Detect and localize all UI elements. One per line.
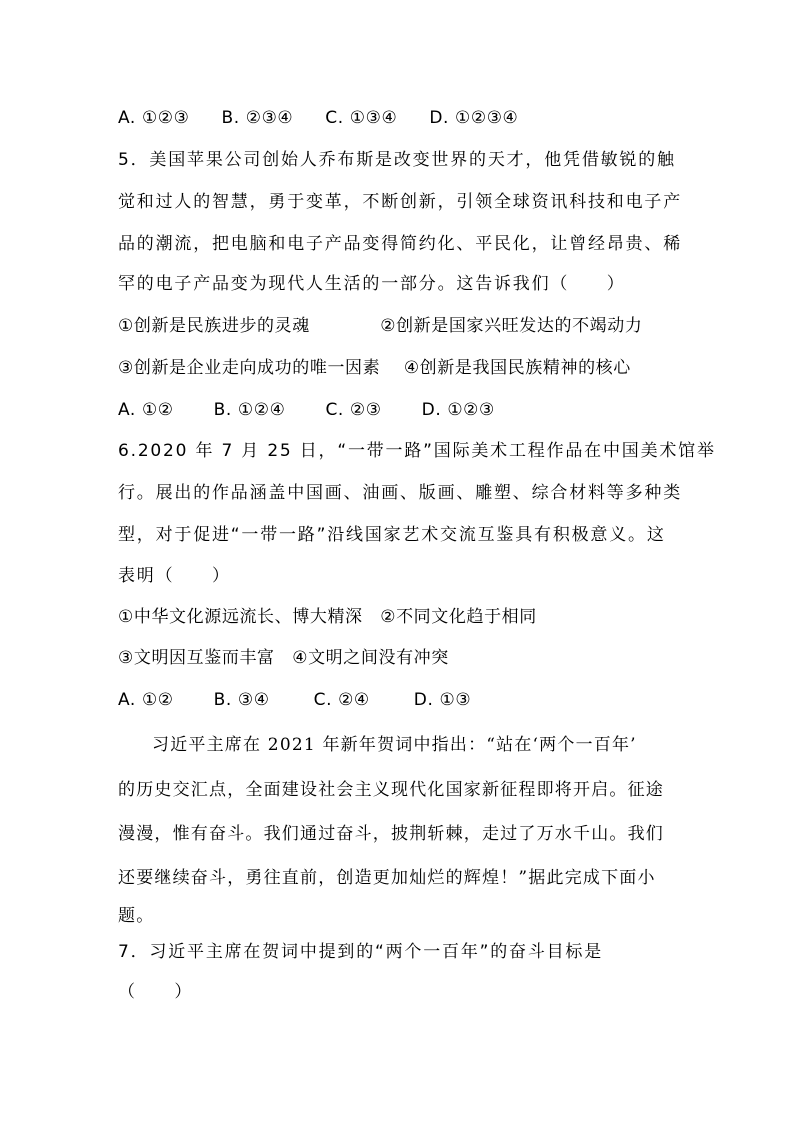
q5-option-c: C. ②③ [325,400,382,420]
passage-line-3: 漫漫，惟有奋斗。我们通过奋斗，披荆斩棘，走过了万水千山。我们 [118,824,664,844]
passage-line-5: 题。 [118,906,155,926]
q5-item-line-2: ③创新是企业走向成功的唯一因素 ④创新是我国民族精神的核心 [118,358,631,378]
q7-stem-line-2: （ ） [118,982,194,1002]
q5-option-b: B. ①②④ [213,400,286,420]
q6-stem-line-1: 6.2020 年 7 月 25 日，“一带一路”国际美术工程作品在中国美术馆举 [118,441,716,461]
q6-item-line-1: ①中华文化源远流长、博大精深 ②不同文化趋于相同 [118,607,537,627]
q4-option-c: C. ①③④ [325,108,398,128]
passage-line-2: 的历史交汇点，全面建设社会主义现代化国家新征程即将开启。征途 [118,780,664,800]
q5-stem-line-4: 罕的电子产品变为现代人生活的一部分。这告诉我们（ ） [118,274,626,294]
q6-option-c: C. ②④ [313,690,370,710]
passage-line-4: 还要继续奋斗，勇往直前，创造更加灿烂的辉煌！”据此完成下面小 [118,868,656,888]
q6-option-d: D. ①③ [413,690,472,710]
q4-option-a: A. ①②③ [118,108,190,128]
q5-stem-line-1: 5．美国苹果公司创始人乔布斯是改变世界的天才，他凭借敏锐的触 [118,150,676,170]
q5-item-line-1: ①创新是民族进步的灵魂 ②创新是国家兴旺发达的不竭动力 [118,316,643,336]
q6-option-a: A. ①② [118,690,174,710]
q5-options [118,398,678,422]
q4-option-b: B. ②③④ [221,108,294,128]
q4-options [118,106,678,130]
q5-stem-line-3: 品的潮流，把电脑和电子产品变得简约化、平民化，让曾经昂贵、稀 [118,234,682,254]
q6-stem-line-4: 表明（ ） [118,566,231,586]
q6-option-b: B. ③④ [213,690,270,710]
passage-line-1: 习近平主席在 2021 年新年贺词中指出：“站在‘两个一百年’ [152,735,637,755]
q6-stem-line-2: 行。展出的作品涵盖中国画、油画、版画、雕塑、综合材料等多种类 [118,483,682,503]
q5-option-d: D. ①②③ [421,400,495,420]
q6-item-line-2: ③文明因互鉴而丰富 ④文明之间没有冲突 [118,648,449,668]
q5-stem-line-2: 觉和过人的智慧，勇于变革，不断创新，引领全球资讯科技和电子产 [118,192,682,212]
q5-option-a: A. ①② [118,400,174,420]
q6-options [118,688,678,712]
q7-stem-line-1: 7．习近平主席在贺词中提到的“两个一百年”的奋斗目标是 [118,942,604,962]
q4-option-d: D. ①②③④ [429,108,519,128]
q6-stem-line-3: 型，对于促进“一带一路”沿线国家艺术交流互鉴具有积极意义。这 [118,525,666,545]
